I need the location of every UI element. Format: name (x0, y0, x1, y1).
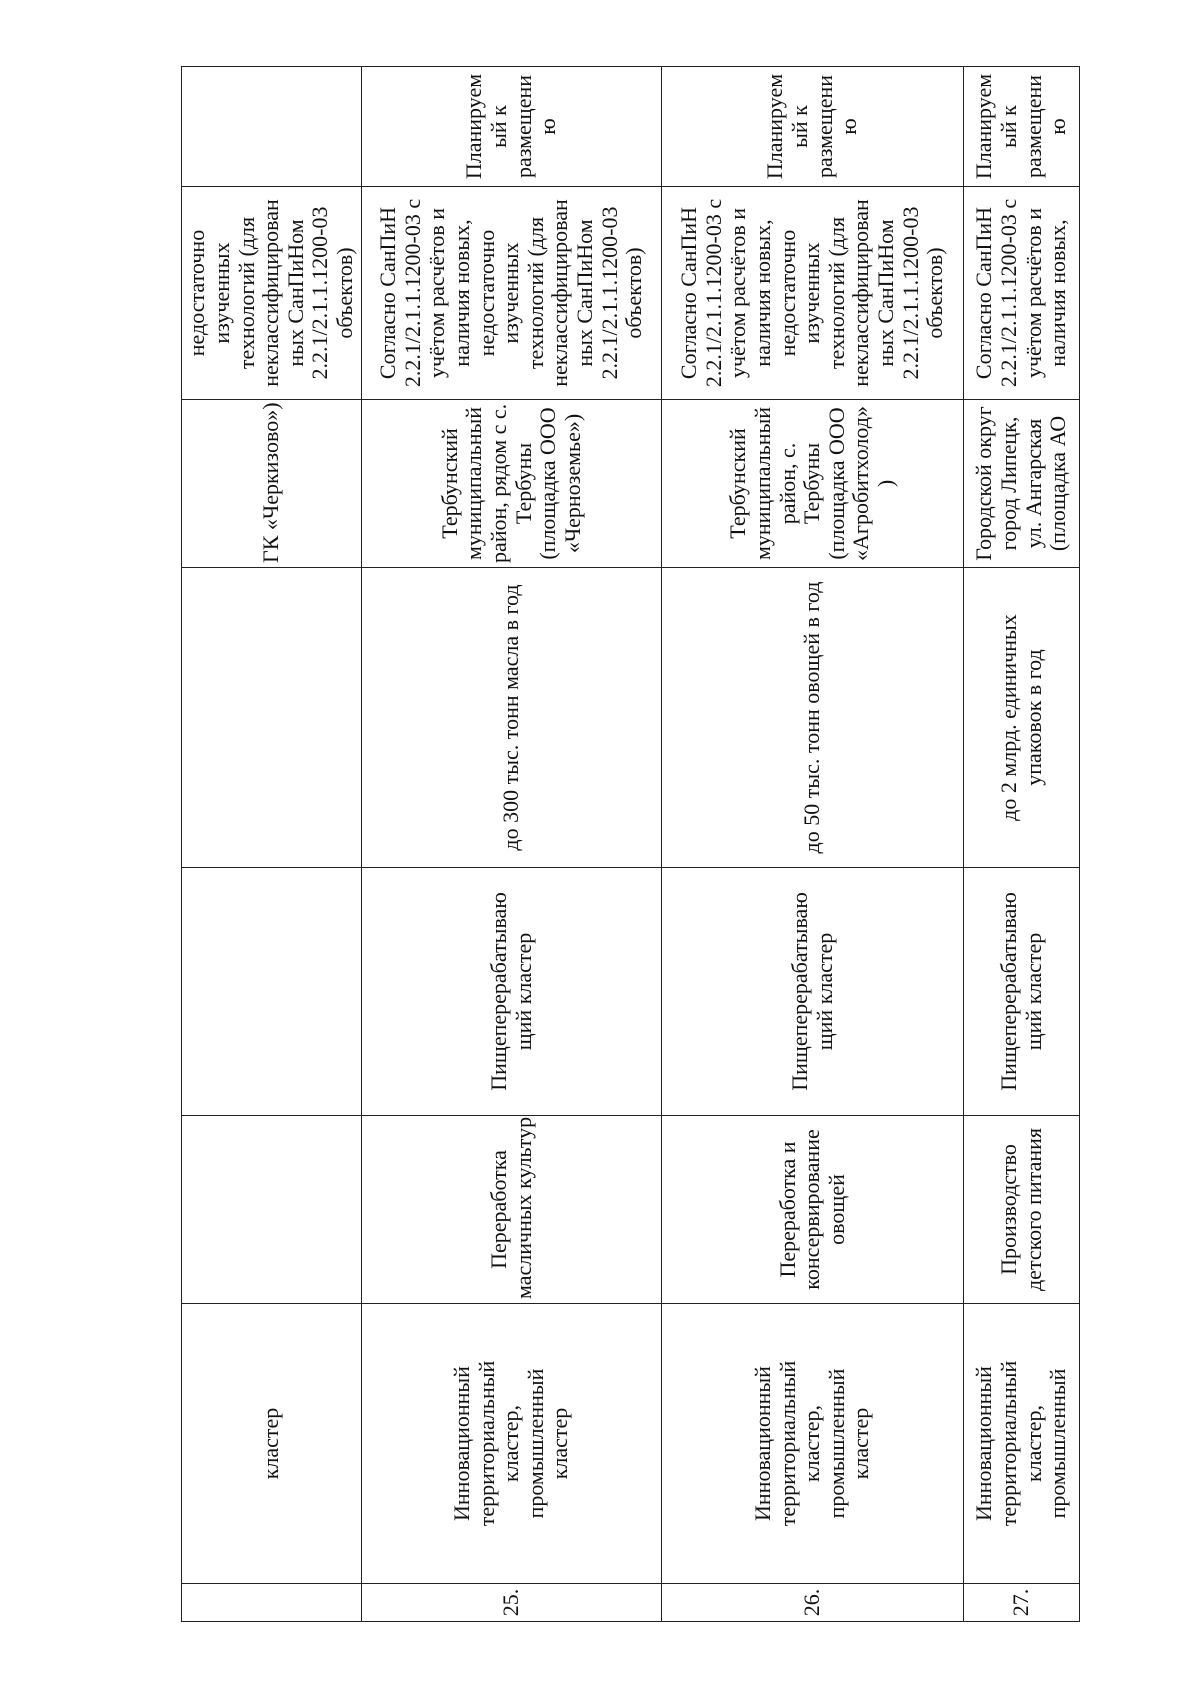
status-cell: Планируем ый к размещени ю (662, 67, 964, 187)
row-number-cell: 27. (964, 1584, 1080, 1622)
cluster-cell: Инновационный территориальный кластер, промышленный кластер (662, 1304, 964, 1584)
activity-cell (182, 1116, 362, 1304)
capacity-cell: до 300 тыс. тонн масла в год (362, 568, 662, 868)
capacity-cell (182, 568, 362, 868)
location-cell: ГК «Черкизово») (182, 400, 362, 568)
location-cell: Тербунский муниципальный район, с. Тербуны (площадка ООО «Агробитхолод» ) (662, 400, 964, 568)
table-row (662, 67, 964, 1622)
sanpin-cell: Согласно СанПиН 2.2.1/2.1.1.1200-03 с учётом расчётов и наличия новых, недостаточно изученных технологий (для неклассифицирован ных СанПиНом 2.2.1/2.1.1.1200-03 объектов) (662, 187, 964, 400)
cluster-type-cell (182, 868, 362, 1116)
status-cell: Планируем ый к размещени ю (964, 67, 1080, 187)
cluster-type-cell: Пищеперерабатываю щий кластер (362, 868, 662, 1116)
sanpin-cell: Согласно СанПиН 2.2.1/2.1.1.1200-03 с учётом расчётов и наличия новых, (964, 187, 1080, 400)
row-number-cell: 25. (362, 1584, 662, 1622)
location-cell: Городской округ город Липецк, ул. Ангарская (площадка АО (964, 400, 1080, 568)
cluster-cell: кластер (182, 1304, 362, 1584)
status-cell (182, 67, 362, 187)
cluster-type-cell: Пищеперерабатываю щий кластер (964, 868, 1080, 1116)
location-cell: Тербунский муниципальный район, рядом с с. Тербуны (площадка ООО «Черноземье») (362, 400, 662, 568)
cluster-type-cell: Пищеперерабатываю щий кластер (662, 868, 964, 1116)
sanpin-cell: Согласно СанПиН 2.2.1/2.1.1.1200-03 с учётом расчётов и наличия новых, недостаточно изученных технологий (для неклассифицирован ных СанПиНом 2.2.1/2.1.1.1200-03 объектов) (362, 187, 662, 400)
capacity-cell: до 2 млрд. единичных упаковок в год (964, 568, 1080, 868)
capacity-cell: до 50 тыс. тонн овощей в год (662, 568, 964, 868)
activity-cell: Производство детского питания (964, 1116, 1080, 1304)
clusters-table (181, 66, 1080, 1622)
table-row (964, 67, 1080, 1622)
table-row (182, 67, 362, 1622)
cluster-cell: Инновационный территориальный кластер, промышленный кластер (362, 1304, 662, 1584)
table-row (362, 67, 662, 1622)
status-cell: Планируем ый к размещени ю (362, 67, 662, 187)
row-number-cell (182, 1584, 362, 1622)
activity-cell: Переработка и консервирование овощей (662, 1116, 964, 1304)
sanpin-cell: недостаточно изученных технологий (для неклассифицирован ных СанПиНом 2.2.1/2.1.1.1200-03 объектов) (182, 187, 362, 400)
activity-cell: Переработка масличных культур (362, 1116, 662, 1304)
row-number-cell: 26. (662, 1584, 964, 1622)
rotated-table-wrapper (181, 67, 1079, 1622)
cluster-cell: Инновационный территориальный кластер, промышленный (964, 1304, 1080, 1584)
